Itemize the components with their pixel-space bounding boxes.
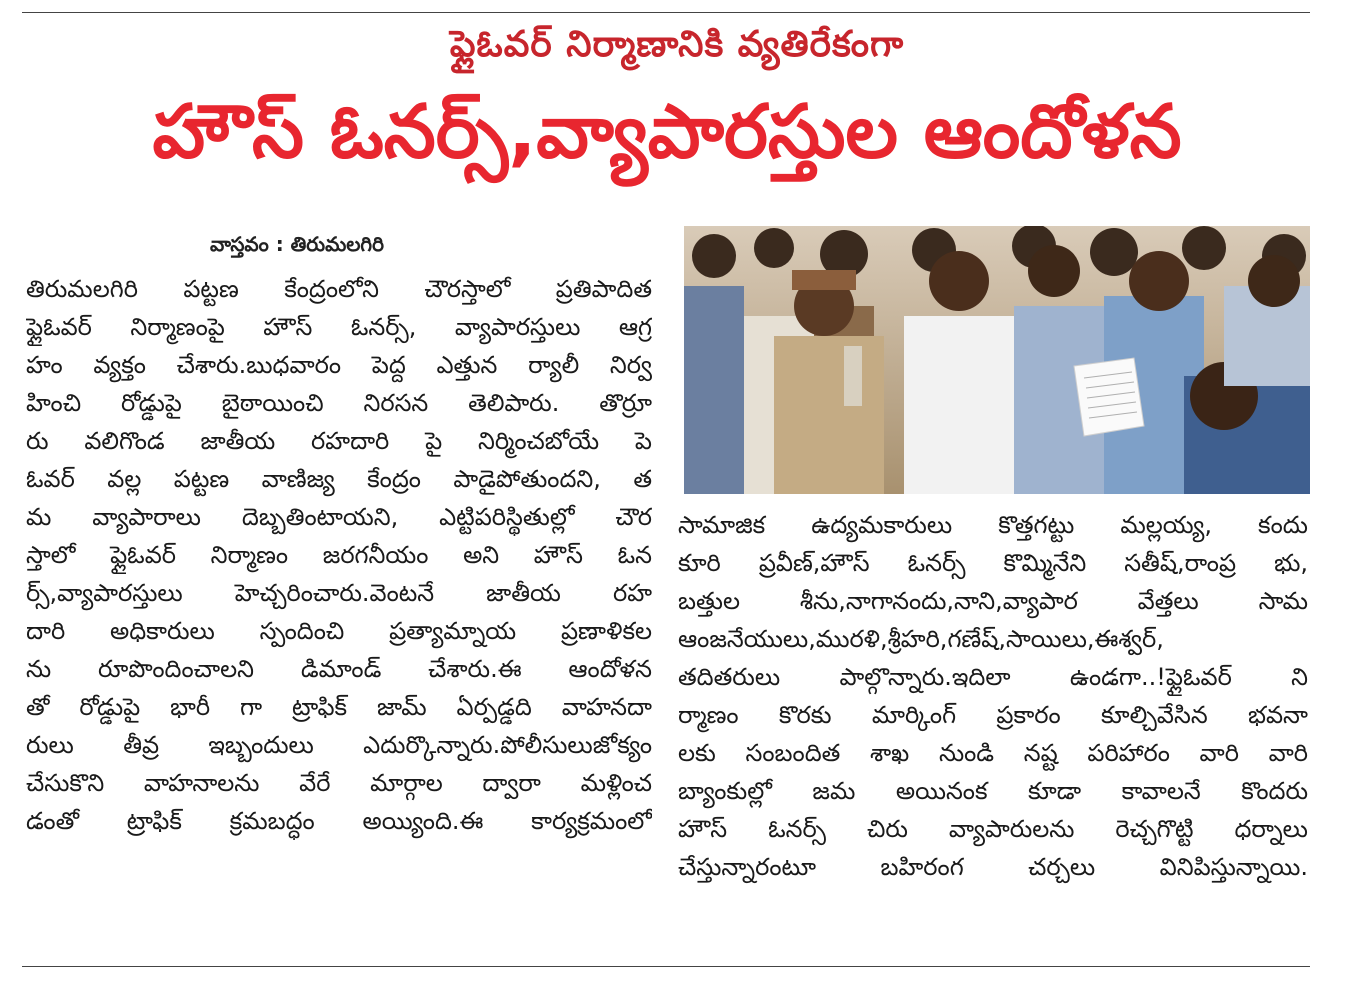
- body-line: దారి అధికారులు స్పందించి ప్రత్యామ్నాయ ప్రణాళికల: [26, 617, 652, 645]
- left-column: [26, 270, 652, 840]
- body-line: తిరుమలగిరి పట్టణ కేంద్రంలోని చౌరస్తాలో ప్రతిపాదిత: [26, 275, 652, 303]
- body-line: సామాజిక ఉద్యమకారులు కొత్తగట్టు మల్లయ్య, కందు: [678, 511, 1308, 539]
- bottom-rule: [22, 966, 1310, 967]
- top-rule: [22, 12, 1310, 13]
- news-photo: [684, 226, 1310, 494]
- body-line: హించి రోడ్డుపై బైఠాయించి నిరసన తెలిపారు. తొర్రూ: [26, 389, 652, 417]
- body-line: రులు తీవ్ర ఇబ్బందులు ఎదుర్కొన్నారు.పోలీసులుజోక్యం: [26, 731, 652, 759]
- body-line: తదితరులు పాల్గొన్నారు.ఇదిలా ఉండగా..!ఫ్లైఓవర్ ని: [678, 663, 1308, 691]
- dateline: వాస్తవం : తిరుమలగిరి: [210, 232, 384, 256]
- body-line: రు వలిగొండ జాతీయ రహదారి పై నిర్మించబోయే పె: [26, 427, 652, 455]
- body-line: హం వ్యక్తం చేశారు.బుధవారం పెద్ద ఎత్తున ర్యాలీ నిర్వ: [26, 351, 652, 379]
- body-line: డంతో ట్రాఫిక్ క్రమబద్ధం అయ్యింది.ఈ కార్యక్రమంలో: [26, 807, 652, 835]
- body-line: ను రూపొందించాలని డిమాండ్ చేశారు.ఈ ఆందోళన: [26, 655, 652, 683]
- body-line: కూరి ప్రవీణ్,హౌస్ ఓనర్స్ కొమ్మినేని సతీష్,రాంప్ర భు,: [678, 549, 1308, 577]
- body-line: ఆంజనేయులు,మురళి,శ్రీహరి,గణేష్,సాయిలు,ఈశ్వర్,: [678, 625, 1164, 653]
- headline: హౌస్ ఓనర్స్,వ్యాపారస్తుల ఆందోళన: [152, 89, 1182, 175]
- protest-crowd-photo: [684, 226, 1310, 494]
- body-line: ఫ్లైఓవర్ నిర్మాణంపై హౌస్ ఓనర్స్, వ్యాపారస్తులు ఆగ్ర: [26, 313, 652, 341]
- body-line: చేసుకొని వాహనాలను వేరే మార్గాల ద్వారా మళ్లించ: [26, 769, 652, 797]
- body-line: తో రోడ్డుపై భారీ గా ట్రాఫిక్ జామ్ ఏర్పడ్డది వాహనదా: [26, 693, 652, 721]
- body-line: స్తాలో ఫ్లైఓవర్ నిర్మాణం జరగనీయం అని హౌస్ ఓన: [26, 541, 652, 569]
- body-line: లకు సంబందిత శాఖ నుండి నష్ట పరిహారం వారి వారి: [678, 739, 1308, 767]
- body-line: ఓవర్ వల్ల పట్టణ వాణిజ్య కేంద్రం పాడైపోతుందని, త: [26, 465, 652, 493]
- body-line: ర్మాణం కొరకు మార్కింగ్ ప్రకారం కూల్చివేసిన భవనా: [678, 701, 1308, 729]
- right-column: [678, 506, 1308, 886]
- body-line: బత్తుల శీను,నాగానందు,నాని,వ్యాపార వేత్తలు సామ: [678, 587, 1308, 615]
- body-line: హౌస్ ఓనర్స్ చిరు వ్యాపారులను రెచ్చగొట్టి ధర్నాలు: [678, 815, 1308, 843]
- body-line: మ వ్యాపారాలు దెబ్బతింటాయని, ఎట్టిపరిస్థితుల్లో చౌర: [26, 503, 652, 531]
- body-line: బ్యాంకుల్లో జమ అయినంక కూడా కావాలనే కొందరు: [678, 777, 1308, 805]
- body-line: చేస్తున్నారంటూ బహిరంగ చర్చలు వినిపిస్తున్నాయి.: [678, 853, 1308, 881]
- body-line: ర్స్,వ్యాపారస్తులు హెచ్చరించారు.వెంటనే జాతీయ రహ: [26, 579, 652, 607]
- kicker-subheadline: ఫ్లైఓవర్ నిర్మాణానికి వ్యతిరేకంగా: [449, 24, 905, 65]
